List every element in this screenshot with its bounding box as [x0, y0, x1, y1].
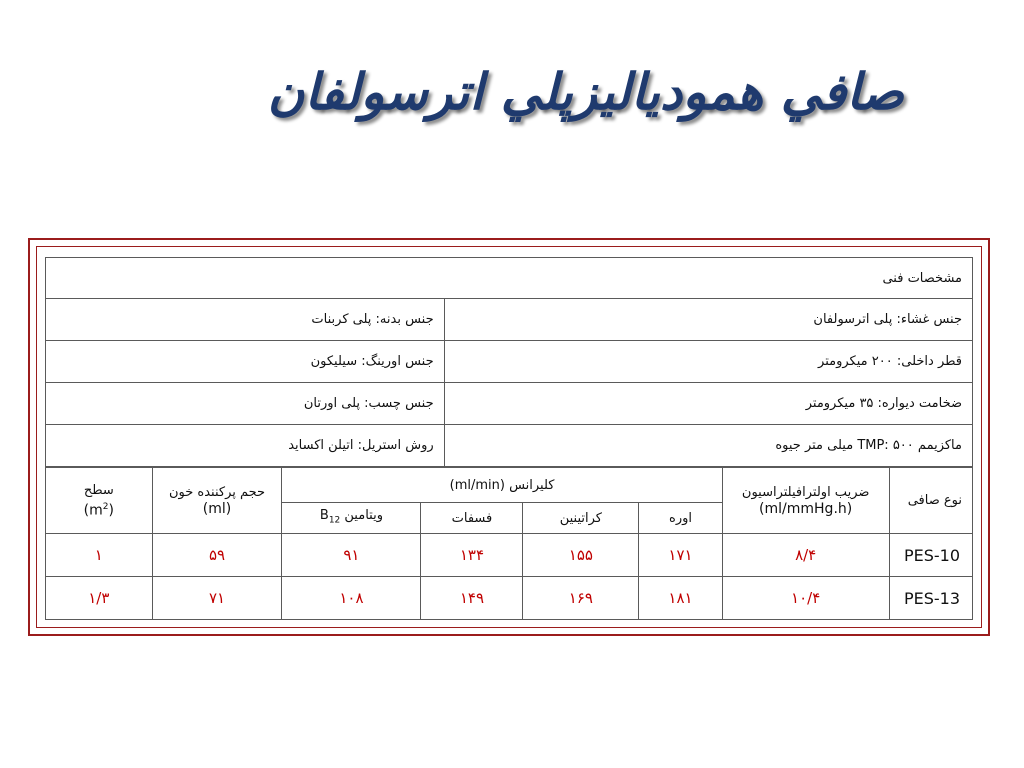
header-vitamin-b12 — [282, 503, 421, 534]
spec-membrane-material: جنس غشاء: پلی اترسولفان — [444, 299, 972, 341]
row-priming-value: ۵۹ — [152, 534, 282, 577]
vitamin-subscript: 12 — [328, 515, 341, 526]
row-vitamin-value: ۹۱ — [282, 534, 421, 577]
row-urea-value: ۱۷۱ — [639, 534, 722, 577]
header-surface-area — [46, 468, 153, 534]
row-vitamin-value: ۱۰۸ — [282, 577, 421, 620]
row-model: PES-13 — [889, 577, 972, 620]
area-unit-exponent: 2 — [102, 501, 109, 512]
row-urea-value: ۱۸۱ — [639, 577, 722, 620]
header-uf-label: ضریب اولترافیلتراسیون — [741, 484, 870, 500]
header-filter-type: نوع صافی — [889, 468, 972, 534]
header-priming-volume — [152, 468, 282, 534]
header-uf-unit: (ml/mmHg.h) — [759, 500, 853, 517]
spec-inner-diameter: قطر داخلی: ۲۰۰ میکرومتر — [444, 341, 972, 383]
header-area-unit — [46, 499, 152, 520]
header-creatinine: کراتینین — [523, 503, 639, 534]
header-area-label: سطح — [83, 482, 114, 498]
spec-header: مشخصات فنی — [46, 258, 973, 299]
header-clearance: کلیرانس (ml/min) — [282, 468, 722, 503]
row-uf-value: ۱۰/۴ — [722, 577, 889, 620]
header-vitamin-label: ویتامین — [344, 507, 383, 523]
slide-title: صافي همودياليزپلي اترسولفان — [267, 62, 904, 121]
header-vitamin-symbol — [319, 507, 341, 526]
spec-wall-thickness: ضخامت دیواره: ۳۵ میکرومتر — [444, 383, 972, 425]
spec-sheet — [45, 257, 973, 617]
row-phosphate-value: ۱۴۹ — [421, 577, 523, 620]
header-priming-label: حجم پرکننده خون — [168, 484, 266, 500]
area-unit-open: (m — [83, 502, 103, 519]
vitamin-letter: B — [319, 507, 329, 523]
spec-row — [46, 341, 973, 383]
table-frame-inner — [36, 246, 982, 628]
header-phosphate: فسفات — [421, 503, 523, 534]
table-frame — [28, 238, 990, 636]
performance-header-row — [46, 468, 973, 503]
row-priming-value: ۷۱ — [152, 577, 282, 620]
table-row — [46, 534, 973, 577]
spec-adhesive-material: جنس چسب: پلی اورتان — [46, 383, 445, 425]
spec-row — [46, 299, 973, 341]
spec-header-row — [46, 258, 973, 299]
spec-row — [46, 425, 973, 467]
row-creatinine-value: ۱۵۵ — [523, 534, 639, 577]
area-unit-close: ) — [108, 502, 114, 519]
row-area-value: ۱ — [46, 534, 153, 577]
spec-row — [46, 383, 973, 425]
row-model: PES-10 — [889, 534, 972, 577]
spec-body-material: جنس بدنه: پلی کربنات — [46, 299, 445, 341]
spec-table — [45, 257, 973, 467]
header-urea: اوره — [639, 503, 722, 534]
row-creatinine-value: ۱۶۹ — [523, 577, 639, 620]
header-uf-coefficient — [722, 468, 889, 534]
spec-oring-material: جنس اورینگ: سیلیکون — [46, 341, 445, 383]
performance-table — [45, 467, 973, 620]
table-row — [46, 577, 973, 620]
spec-sterilization: روش استریل: اتیلن اکساید — [46, 425, 445, 467]
row-area-value: ۱/۳ — [46, 577, 153, 620]
row-phosphate-value: ۱۳۴ — [421, 534, 523, 577]
row-uf-value: ۸/۴ — [722, 534, 889, 577]
spec-max-tmp: ماکزیمم TMP: ۵۰۰ میلی متر جیوه — [444, 425, 972, 467]
header-priming-unit: (ml) — [202, 500, 232, 517]
